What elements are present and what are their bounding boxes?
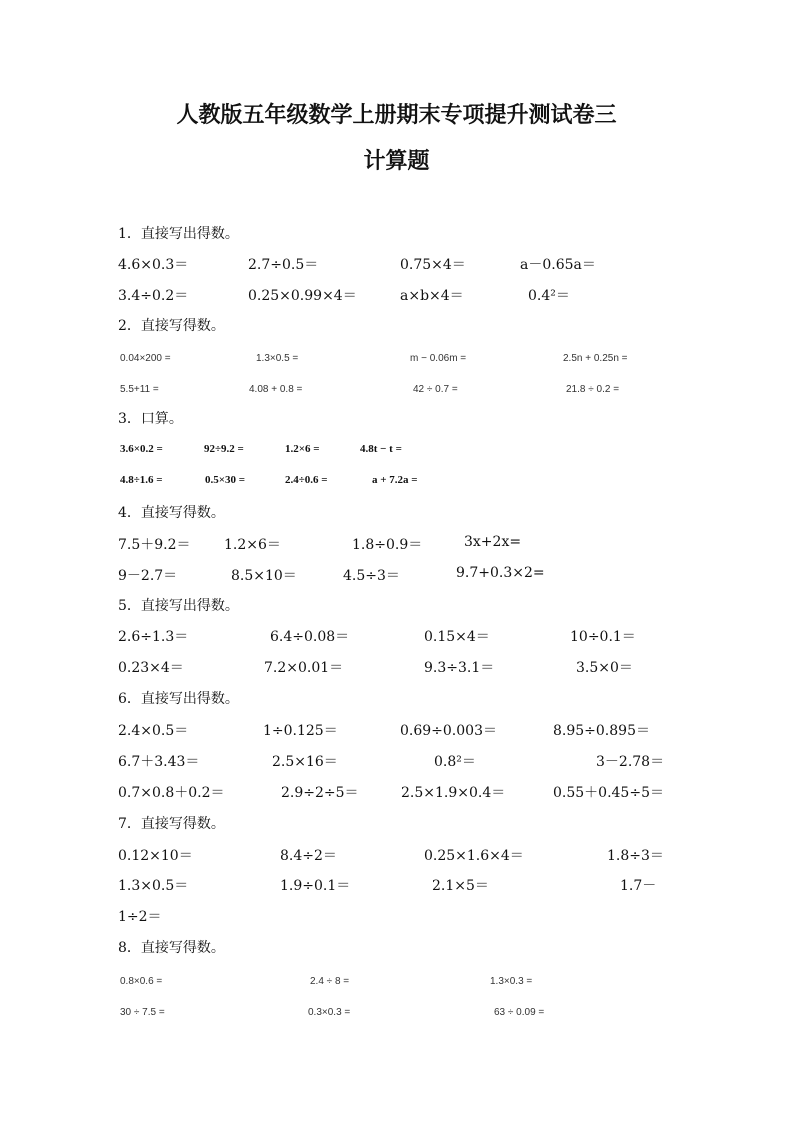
problem-item: 2.4 ÷ 8 = (310, 976, 350, 987)
problem-item: 1.3×0.5 = (256, 353, 299, 364)
problem-item: m − 0.06m = (410, 353, 467, 364)
problem-item: 0.25×1.6×4＝ (424, 848, 524, 864)
problem-item: 0.8×0.6 = (120, 976, 163, 987)
problem-item: 2.4×0.5＝ (118, 723, 189, 739)
problem-item: 30 ÷ 7.5 = (120, 1007, 165, 1018)
problem-item: 0.04×200 = (120, 353, 171, 364)
problem-item: a×b×4＝ (400, 288, 464, 304)
problem-item: 1.9÷0.1＝ (280, 878, 351, 894)
problem-item: 2.5n + 0.25n = (563, 353, 628, 364)
problem-item: 0.69÷0.003＝ (400, 723, 497, 739)
problem-item: 9－2.7＝ (118, 568, 178, 584)
section-heading: 3．口算。 (118, 411, 183, 427)
problem-item: 4.6×0.3＝ (118, 257, 189, 273)
problem-item: a + 7.2a = (372, 474, 418, 486)
problem-item: 0.12×10＝ (118, 848, 193, 864)
problem-item: 1.3×0.5＝ (118, 878, 189, 894)
problem-item: 2.5×16＝ (272, 754, 338, 770)
section-heading: 1．直接写出得数。 (118, 226, 239, 242)
problem-item: 1÷0.125＝ (263, 723, 338, 739)
problem-item: 4.8÷1.6 = (120, 474, 163, 486)
problem-item: 1.8÷0.9＝ (352, 537, 423, 553)
section-heading: 2．直接写得数。 (118, 318, 225, 334)
problem-item: 92÷9.2 = (204, 443, 244, 455)
problem-item: 2.7÷0.5＝ (248, 257, 319, 273)
problem-item: 7.5＋9.2＝ (118, 537, 191, 553)
problem-item: 8.4÷2＝ (280, 848, 337, 864)
problem-item: 0.4²＝ (528, 288, 570, 304)
section-heading: 8．直接写得数。 (118, 940, 225, 956)
problem-item: 3x+2x= (464, 534, 522, 550)
problem-item: 0.8²＝ (434, 754, 476, 770)
problem-item: 10÷0.1＝ (570, 629, 636, 645)
section-heading: 4．直接写得数。 (118, 505, 225, 521)
problem-item: 5.5+11 = (120, 384, 159, 395)
problem-item: 0.55＋0.45÷5＝ (553, 785, 664, 801)
problem-item: 1.3×0.3 = (490, 976, 533, 987)
problem-item: 3.6×0.2 = (120, 443, 163, 455)
problem-item: 4.5÷3＝ (343, 568, 400, 584)
problem-item: 1.8÷3＝ (607, 848, 664, 864)
problem-item: 0.5×30 = (205, 474, 246, 486)
problem-item: 9.7+0.3×2= (456, 565, 545, 581)
problem-item: 63 ÷ 0.09 = (494, 1007, 545, 1018)
problem-item: 2.1×5＝ (432, 878, 489, 894)
problem-item: 0.7×0.8＋0.2＝ (118, 785, 225, 801)
problem-item: 0.15×4＝ (424, 629, 490, 645)
problem-item: 7.2×0.01＝ (264, 660, 344, 676)
problem-item: 9.3÷3.1＝ (424, 660, 495, 676)
problem-item: 21.8 ÷ 0.2 = (566, 384, 620, 395)
problem-item: 4.8t − t = (360, 443, 402, 455)
problem-item: 0.25×0.99×4＝ (248, 288, 357, 304)
problem-item: 1÷2＝ (118, 909, 162, 925)
problem-item: 8.95÷0.895＝ (553, 723, 650, 739)
problem-item: 3－2.78＝ (596, 754, 665, 770)
problem-item: 2.5×1.9×0.4＝ (401, 785, 506, 801)
problem-item: 42 ÷ 0.7 = (413, 384, 458, 395)
problem-item: 3.5×0＝ (576, 660, 633, 676)
section-heading: 5．直接写出得数。 (118, 598, 239, 614)
problem-item: a－0.65a＝ (520, 257, 596, 273)
problem-item: 6.7＋3.43＝ (118, 754, 200, 770)
problem-item: 4.08 + 0.8 = (249, 384, 303, 395)
problem-item: 1.7－ (620, 878, 657, 894)
problem-item: 1.2×6＝ (224, 537, 281, 553)
problem-item: 2.6÷1.3＝ (118, 629, 189, 645)
section-heading: 7．直接写得数。 (118, 816, 225, 832)
problem-item: 0.75×4＝ (400, 257, 466, 273)
problem-item: 6.4÷0.08＝ (270, 629, 350, 645)
section-heading: 6．直接写出得数。 (118, 691, 239, 707)
problem-item: 3.4÷0.2＝ (118, 288, 189, 304)
page-subtitle: 计算题 (363, 148, 430, 174)
problem-item: 8.5×10＝ (231, 568, 297, 584)
problem-item: 1.2×6 = (285, 443, 320, 455)
problem-item: 2.4÷0.6 = (285, 474, 328, 486)
problem-item: 0.3×0.3 = (308, 1007, 351, 1018)
problem-item: 0.23×4＝ (118, 660, 184, 676)
problem-item: 2.9÷2÷5＝ (281, 785, 359, 801)
page-title: 人教版五年级数学上册期末专项提升测试卷三 (176, 102, 617, 128)
